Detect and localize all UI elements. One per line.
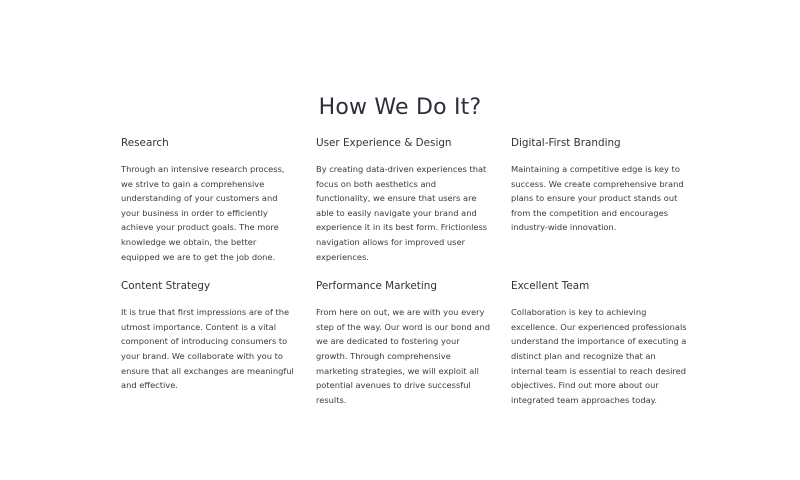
service-heading: Performance Marketing [316, 280, 437, 293]
service-heading: User Experience & Design [316, 137, 452, 149]
service-heading: Excellent Team [511, 280, 590, 293]
service-description: It is true that first impressions are of the utmost importance. Content is a vital component of introducing consumers to your brand. We collaborate with you to ensure that all exchanges are meaningful and effective. [121, 307, 294, 391]
service-heading: Digital-First Branding [511, 137, 621, 149]
service-heading: Content Strategy [121, 280, 211, 293]
service-card-content-strategy [121, 278, 297, 407]
service-heading: Research [121, 137, 169, 149]
service-card-ux-design [316, 135, 492, 264]
service-description: By creating data-driven experiences that focus on both aesthetics and functionality, we ensure that users are able to easily navigate your brand and experience it in its best form. Frictionless navigation allows for improved user experiences. [316, 164, 488, 262]
service-card-performance-marketing [316, 278, 492, 407]
service-description: From here on out, we are with you every step of the way. Our word is our bond and we are dedicated to fostering your growth. Through comprehensive marketing strategies, we will exploit all potential avenues to drive successful results. [316, 307, 490, 405]
section-title: How We Do It? [318, 94, 482, 120]
service-card-excellent-team [511, 278, 687, 407]
services-grid [121, 135, 691, 407]
service-description: Maintaining a competitive edge is key to success. We create comprehensive brand plans to ensure your product stands out from the competition and encourages industry-wide innovation. [511, 164, 684, 233]
service-description: Through an intensive research process, we strive to gain a comprehensive understanding of your customers and your business in order to efficiently achieve your product goals. The more knowledge we obtain, the better equipped we are to get the job done. [121, 164, 285, 262]
service-description: Collaboration is key to achieving excellence. Our experienced professionals understand the importance of executing a distinct plan and recognize that an internal team is essential to reach desired objectives. Find out more about our integrated team approaches today. [511, 307, 687, 405]
service-card-research [121, 135, 297, 264]
service-card-branding [511, 135, 687, 264]
